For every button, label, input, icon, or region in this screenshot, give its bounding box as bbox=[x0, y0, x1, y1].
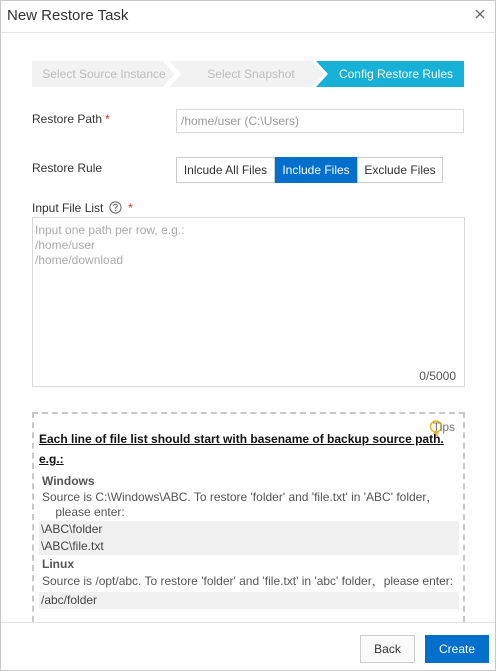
step-config-restore-rules bbox=[316, 61, 464, 87]
restore-rule-label: Restore Rule bbox=[32, 161, 103, 175]
restore-path-placeholder: /home/user (C:\Users) bbox=[181, 114, 300, 128]
tips-panel bbox=[32, 412, 465, 622]
restore-path-label bbox=[32, 112, 110, 126]
wizard-steps bbox=[32, 61, 464, 87]
file-list-textarea[interactable] bbox=[32, 217, 465, 387]
windows-example-line: \ABC\file.txt bbox=[39, 538, 459, 555]
tips-badge: Tips bbox=[432, 420, 455, 434]
linux-example-line: /abc/folder bbox=[39, 592, 459, 609]
step-select-snapshot bbox=[168, 61, 324, 87]
close-icon[interactable] bbox=[473, 7, 487, 21]
char-counter: 0/5000 bbox=[419, 369, 456, 383]
restore-path-input[interactable] bbox=[176, 109, 464, 133]
restore-path-label-text: Restore Path bbox=[32, 112, 103, 126]
windows-description: Source is C:\Windows\ABC. To restore 'folder' and 'file.txt' in 'ABC' folder， please enter: bbox=[42, 490, 439, 519]
required-mark: * bbox=[128, 201, 133, 215]
tips-heading: Each line of file list should start with basename of backup source path. bbox=[39, 432, 444, 446]
create-button[interactable]: Create bbox=[425, 635, 489, 663]
linux-heading: Linux bbox=[42, 557, 74, 571]
file-list-label bbox=[32, 201, 133, 215]
required-mark: * bbox=[105, 112, 110, 126]
rule-option-exclude-files[interactable]: Exclude Files bbox=[357, 157, 443, 183]
rule-option-include-all-files[interactable]: Inlcude All Files bbox=[176, 157, 275, 183]
dialog-title: New Restore Task bbox=[7, 7, 129, 24]
step-label: Select Source Instance bbox=[42, 67, 166, 81]
linux-description: Source is /opt/abc. To restore 'folder' and 'file.txt' in 'abc' folder，please enter: bbox=[42, 574, 454, 588]
windows-example-line: \ABC\folder bbox=[39, 521, 459, 538]
rule-option-include-files[interactable]: Include Files bbox=[275, 157, 357, 183]
step-label: Config Restore Rules bbox=[338, 67, 454, 81]
help-icon[interactable] bbox=[109, 201, 122, 214]
file-list-label-text: Input File List bbox=[32, 201, 104, 215]
windows-heading: Windows bbox=[42, 474, 95, 488]
step-label: Select Snapshot bbox=[207, 67, 295, 81]
back-button[interactable]: Back bbox=[360, 635, 415, 663]
tips-example-label: e.g.: bbox=[39, 452, 64, 466]
dialog-header bbox=[1, 1, 495, 33]
dialog-footer bbox=[1, 622, 495, 670]
file-list-placeholder: Input one path per row, e.g.: /home/user /home/download bbox=[35, 223, 185, 267]
step-select-source-instance bbox=[32, 61, 176, 87]
